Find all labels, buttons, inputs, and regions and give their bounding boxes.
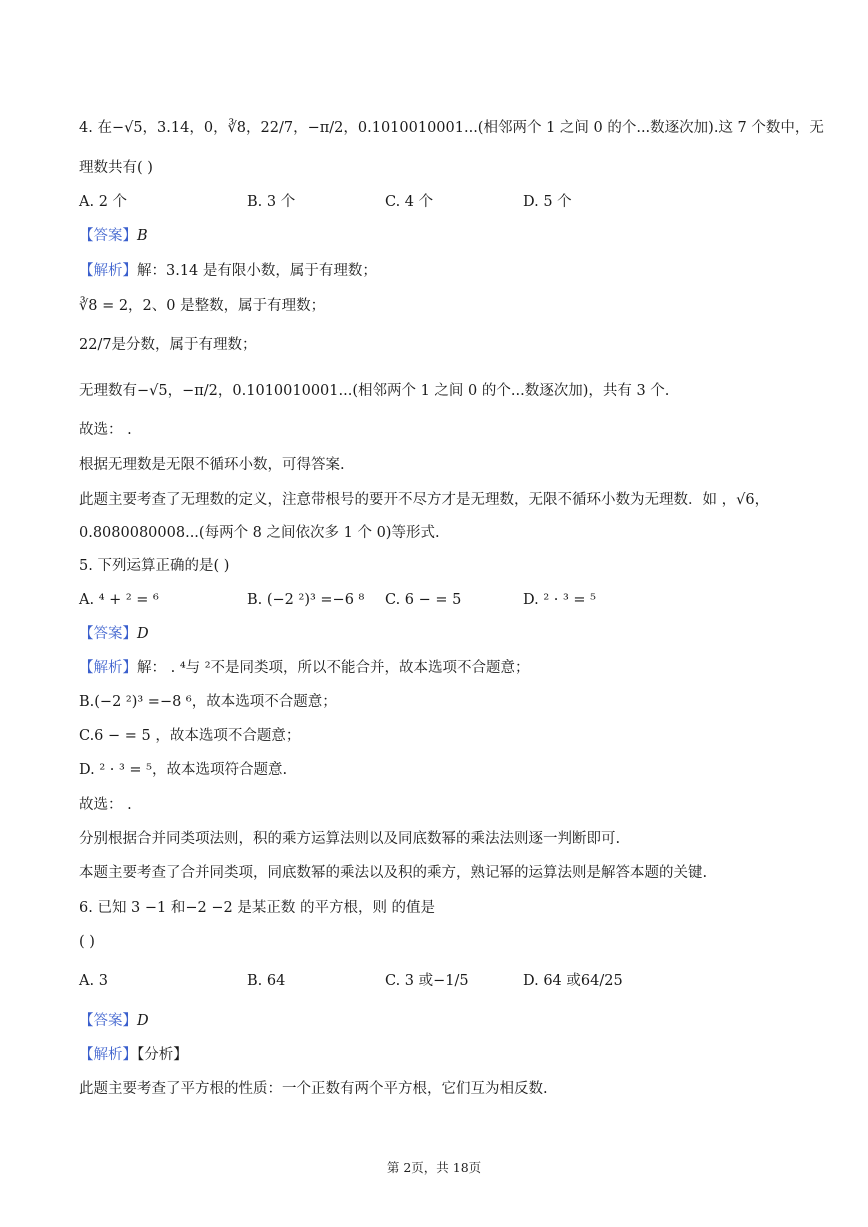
q6-option-d: D. 64 或64/25 — [523, 973, 623, 989]
q5-analysis-line-3: C.6 − = 5 ，故本选项不合题意； — [79, 728, 301, 744]
q4-option-b: B. 3 个 — [247, 194, 296, 210]
q5-analysis-line-1 — [79, 658, 530, 678]
q5-analysis-line-4: D. ² · ³ = ⁵，故本选项符合题意. — [79, 762, 288, 778]
q5-option-c: C. 6 − = 5 — [385, 592, 462, 608]
q4-option-d: D. 5 个 — [523, 194, 572, 210]
q4-analysis-line-6: 根据无理数是无限不循环小数，可得答案. — [79, 457, 345, 473]
page-footer: 第 2页，共 18页 — [386, 1160, 482, 1175]
q5-option-a: A. ⁴ + ² = ⁶ — [79, 592, 159, 608]
q6-option-a: A. 3 — [79, 973, 108, 989]
q4-analysis-line-5: 故选： . — [79, 422, 132, 438]
q5-stem: 5. 下列运算正确的是( ) — [79, 558, 230, 574]
q5-analysis-line-7: 本题主要考查了合并同类项，同底数幂的乘法以及积的乘方，熟记幂的运算法则是解答本题的关键. — [79, 865, 708, 881]
q6-analysis-header — [79, 1045, 188, 1065]
q5-analysis-line-5: 故选： . — [79, 797, 132, 813]
q4-option-a: A. 2 个 — [79, 194, 128, 210]
q6-stem-line2: ( ) — [79, 934, 95, 950]
q5-analysis-line-6: 分别根据合并同类项法则，积的乘方运算法则以及同底数幂的乘法法则逐一判断即可. — [79, 831, 621, 847]
q4-stem-line1: 4. 在−√5，3.14，0，∛8，22/7，−π/2，0.1010010001...(相邻两个 1 之间 0 的个...数逐次加).这 7 个数中，无 — [79, 120, 824, 136]
q6-option-b: B. 64 — [247, 973, 286, 989]
q5-answer — [79, 624, 149, 644]
answer-value: D — [137, 1013, 149, 1029]
q4-analysis-line-3: 22/7是分数，属于有理数； — [79, 337, 257, 353]
answer-tag: 【答案】 — [79, 1013, 137, 1029]
q6-answer — [79, 1011, 149, 1031]
analysis-tag: 【解析】 — [79, 1047, 137, 1063]
q4-analysis-line-2: ∛8 = 2，2、0 是整数，属于有理数； — [79, 298, 326, 314]
analysis-sub-tag: 【分析】 — [137, 1047, 188, 1063]
q4-analysis-line-4: 无理数有−√5，−π/2，0.1010010001...(相邻两个 1 之间 0 的个...数逐次加)，共有 3 个. — [79, 383, 670, 399]
q6-analysis-line-1: 此题主要考查了平方根的性质：一个正数有两个平方根，它们互为相反数. — [79, 1081, 548, 1097]
q4-analysis-line-1 — [79, 261, 377, 281]
analysis-tag: 【解析】 — [79, 660, 137, 676]
q5-analysis-line-2: B.(−2 ²)³ =−8 ⁶，故本选项不合题意； — [79, 694, 337, 710]
q4-answer — [79, 226, 148, 246]
q5-option-d: D. ² · ³ = ⁵ — [523, 592, 596, 608]
analysis-text: 解：3.14 是有限小数，属于有理数； — [137, 263, 377, 279]
q6-stem-line1: 6. 已知 3 −1 和−2 −2 是某正数 的平方根，则 的值是 — [79, 900, 436, 916]
q6-option-c: C. 3 或−1/5 — [385, 973, 469, 989]
answer-tag: 【答案】 — [79, 228, 137, 244]
answer-value: D — [137, 626, 149, 642]
q4-option-c: C. 4 个 — [385, 194, 434, 210]
q5-option-b: B. (−2 ²)³ =−6 ⁸ — [247, 592, 365, 608]
q4-stem-line2: 理数共有( ) — [79, 160, 153, 176]
analysis-text: 解： . ⁴与 ²不是同类项，所以不能合并，故本选项不合题意； — [137, 660, 530, 676]
answer-tag: 【答案】 — [79, 626, 137, 642]
analysis-tag: 【解析】 — [79, 263, 137, 279]
q4-analysis-line-8: 0.8080080008...(每两个 8 之间依次多 1 个 0)等形式. — [79, 525, 440, 541]
q4-analysis-line-7: 此题主要考查了无理数的定义，注意带根号的要开不尽方才是无理数，无限不循环小数为无理数．如 ，√6， — [79, 492, 770, 508]
answer-value: B — [137, 228, 148, 244]
